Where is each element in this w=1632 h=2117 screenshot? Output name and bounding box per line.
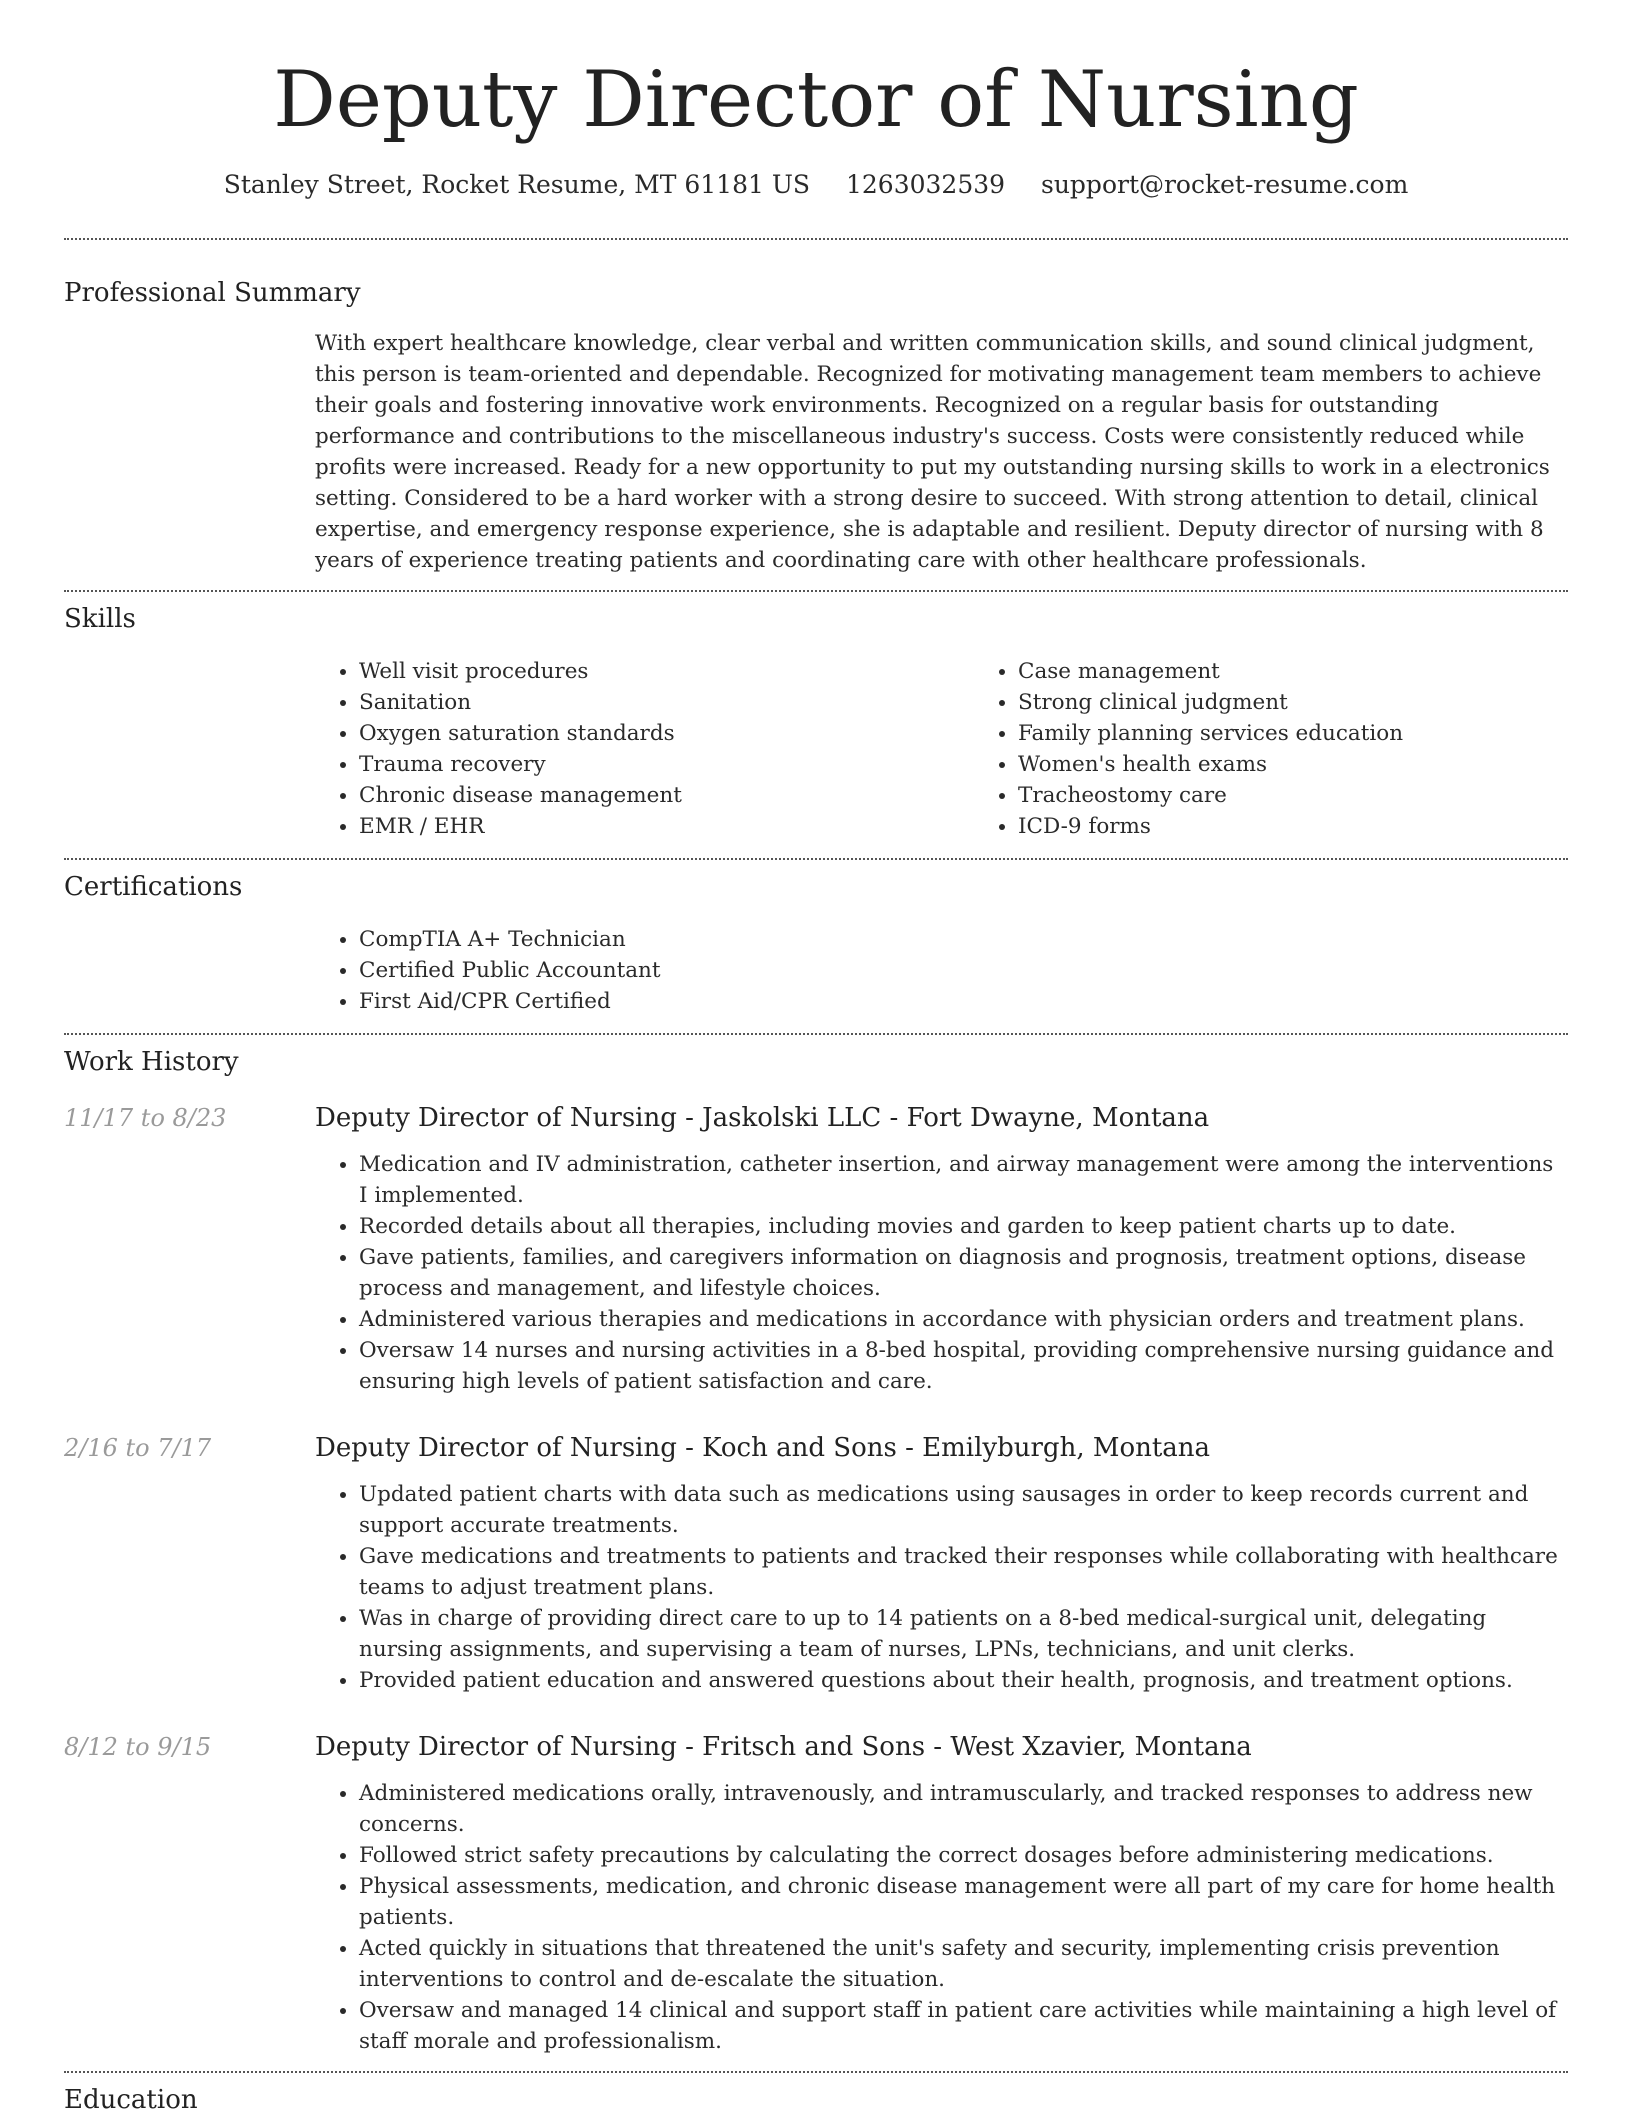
- skills-list-right: [974, 656, 1632, 842]
- job-bullets: [315, 1479, 1568, 1696]
- contact-email: support@rocket-resume.com: [1041, 170, 1409, 199]
- certifications-content: [315, 924, 1568, 1017]
- education-section: [64, 2073, 1568, 2117]
- job-title: Deputy Director of Nursing - Koch and Sons - Emilyburgh, Montana: [315, 1433, 1211, 1463]
- skill-item: • ICD-9 forms: [1018, 811, 1632, 842]
- skill-item: • Family planning services education: [1018, 718, 1632, 749]
- skills-heading: Skills: [64, 604, 136, 634]
- skill-item: • EMR / EHR: [359, 811, 974, 842]
- contact-line: [64, 168, 1568, 202]
- job-bullet: • Acted quickly in situations that threatened the unit's safety and security, implementing crisis prevention interventions to control and de-escalate the situation.: [359, 1933, 1568, 1995]
- skills-list-left: [315, 656, 974, 842]
- job-bullet: • Provided patient education and answered questions about their health, prognosis, and treatment options.: [359, 1665, 1568, 1696]
- job-bullet: • Oversaw and managed 14 clinical and support staff in patient care activities while maintaining a high level of staff morale and professionalism.: [359, 1995, 1568, 2057]
- job-entry: [64, 1730, 1568, 2057]
- skill-item: • Sanitation: [359, 687, 974, 718]
- skill-item: • Tracheostomy care: [1018, 780, 1632, 811]
- job-dates: 2/16 to 7/17: [64, 1434, 212, 1462]
- job-bullet: • Physical assessments, medication, and chronic disease management were all part of my care for home health patients.: [359, 1871, 1568, 1933]
- resume-page: [64, 0, 1568, 2117]
- summary-heading: Professional Summary: [64, 278, 361, 308]
- contact-address: Stanley Street, Rocket Resume, MT 61181 US: [223, 170, 811, 199]
- job-bullets: [315, 1778, 1568, 2057]
- job-bullet: • Recorded details about all therapies, including movies and garden to keep patient charts up to date.: [359, 1211, 1568, 1242]
- skill-item: • Oxygen saturation standards: [359, 718, 974, 749]
- job-title: Deputy Director of Nursing - Jaskolski LLC - Fort Dwayne, Montana: [315, 1103, 1210, 1133]
- certifications-heading: Certifications: [64, 872, 243, 902]
- job-entry: [64, 1431, 1568, 1696]
- certification-item: • CompTIA A+ Technician: [359, 924, 1568, 955]
- skill-item: • Women's health exams: [1018, 749, 1632, 780]
- contact-phone: 1263032539: [845, 170, 1006, 199]
- skills-columns: [315, 656, 1568, 842]
- page-title: Deputy Director of Nursing: [273, 55, 1359, 145]
- job-bullet: • Followed strict safety precautions by calculating the correct dosages before administering medications.: [359, 1840, 1568, 1871]
- job-bullet: • Gave patients, families, and caregivers information on diagnosis and prognosis, treatment options, disease process and management, and lifestyle choices.: [359, 1242, 1568, 1304]
- job-entry: [64, 1101, 1568, 1397]
- education-heading: Education: [64, 2085, 198, 2115]
- work-history-section: [64, 1035, 1568, 2071]
- certifications-section: [64, 860, 1568, 1033]
- certification-item: • Certified Public Accountant: [359, 955, 1568, 986]
- job-bullet: • Oversaw 14 nurses and nursing activities in a 8-bed hospital, providing comprehensive nursing guidance and ensuring high levels of patient satisfaction and care.: [359, 1335, 1568, 1397]
- job-bullet: • Updated patient charts with data such as medications using sausages in order to keep records current and support accurate treatments.: [359, 1479, 1568, 1541]
- skills-section: [64, 592, 1568, 858]
- job-dates: 11/17 to 8/23: [64, 1104, 227, 1132]
- job-bullets: [315, 1149, 1568, 1397]
- job-title: Deputy Director of Nursing - Fritsch and Sons - West Xzavier, Montana: [315, 1732, 1252, 1762]
- job-bullet: • Gave medications and treatments to patients and tracked their responses while collaborating with healthcare teams to adjust treatment plans.: [359, 1541, 1568, 1603]
- summary-section: [64, 240, 1568, 590]
- skill-item: • Trauma recovery: [359, 749, 974, 780]
- job-bullet: • Medication and IV administration, catheter insertion, and airway management were among the interventions I implemented.: [359, 1149, 1568, 1211]
- skill-item: • Case management: [1018, 656, 1632, 687]
- job-bullet: • Was in charge of providing direct care to up to 14 patients on a 8-bed medical-surgical unit, delegating nursing assignments, and supervising a team of nurses, LPNs, technicians, and unit clerks.: [359, 1603, 1568, 1665]
- certifications-list: [315, 924, 1568, 1017]
- skill-item: • Chronic disease management: [359, 780, 974, 811]
- summary-text: With expert healthcare knowledge, clear verbal and written communication skills, and sound clinical judgment, this person is team-oriented and dependable. Recognized for motivating management team members to achieve their goals and fostering innovative work environments. Recognized on a regular basis for outstanding performance and contributions to the miscellaneous industry's success. Costs were consistently reduced while profits were increased. Ready for a new opportunity to put my outstanding nursing skills to work in a electronics setting. Considered to be a hard worker with a strong desire to succeed. With strong attention to detail, clinical expertise, and emergency response experience, she is adaptable and resilient. Deputy director of nursing with 8 years of experience treating patients and coordinating care with other healthcare professionals.: [315, 331, 1550, 573]
- job-dates: 8/12 to 9/15: [64, 1733, 212, 1761]
- work-history-heading: Work History: [64, 1047, 239, 1077]
- certification-item: • First Aid/CPR Certified: [359, 986, 1568, 1017]
- job-bullet: • Administered various therapies and medications in accordance with physician orders and treatment plans.: [359, 1304, 1568, 1335]
- job-bullet: • Administered medications orally, intravenously, and intramuscularly, and tracked responses to address new concerns.: [359, 1778, 1568, 1840]
- skill-item: • Strong clinical judgment: [1018, 687, 1632, 718]
- skill-item: • Well visit procedures: [359, 656, 974, 687]
